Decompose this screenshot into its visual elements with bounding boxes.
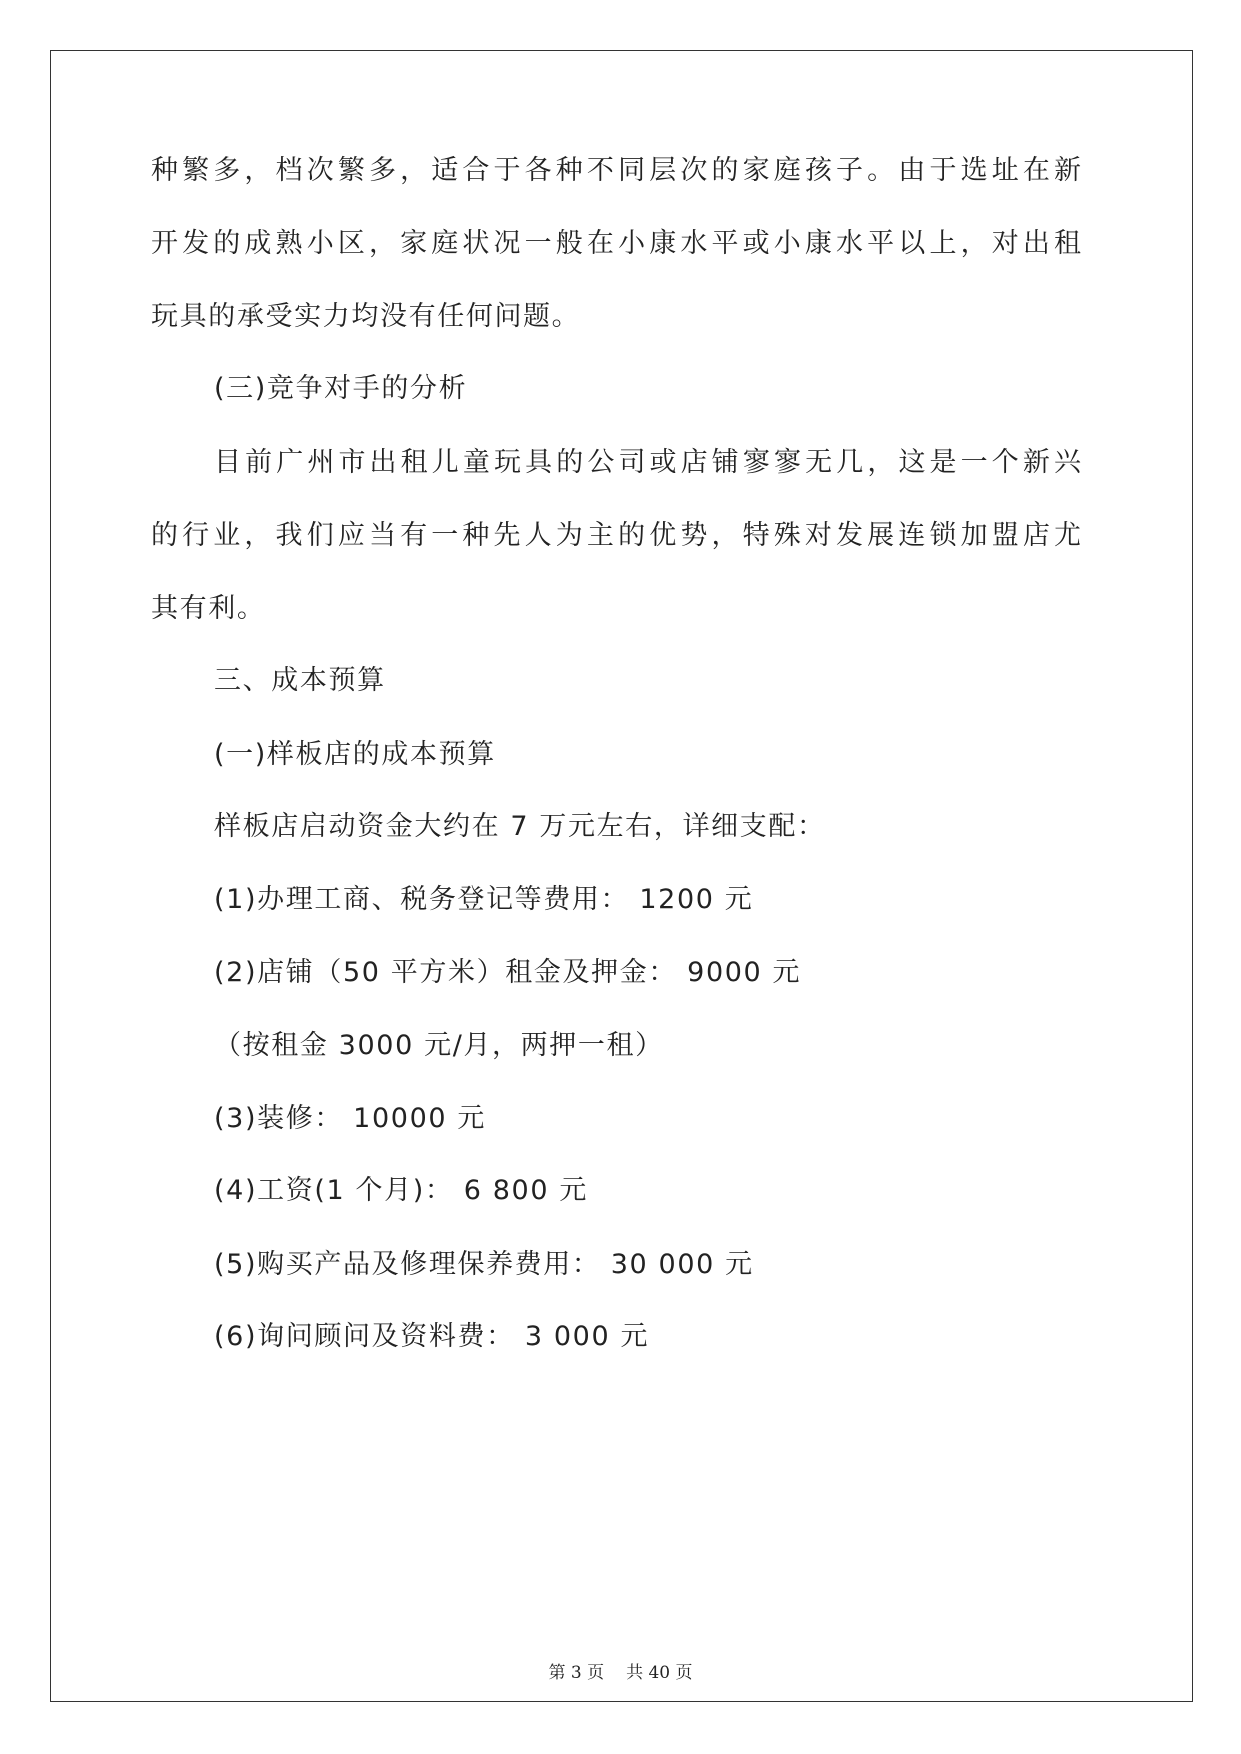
body-line-6: 的行业，我们应当有一种先人为主的优势，特殊对发展连锁加盟店尤 — [151, 520, 1081, 551]
body-line-3: 玩具的承受实力均没有任何问题。 — [151, 301, 581, 332]
cost-item-4: (4)工资(1 个月)： 6 800 元 — [214, 1175, 588, 1206]
section-heading-cost-budget: 三、成本预算 — [214, 665, 386, 696]
body-line-2: 开发的成熟小区，家庭状况一般在小康水平或小康水平以上，对出租 — [151, 228, 1081, 259]
body-line-5: 目前广州市出租儿童玩具的公司或店铺寥寥无几，这是一个新兴 — [214, 447, 1081, 478]
page-number-current: 第 3 页 — [548, 1663, 605, 1683]
page-number-total: 共 40 页 — [626, 1663, 693, 1683]
cost-item-3: (3)装修： 10000 元 — [214, 1103, 486, 1134]
subsection-heading-sample-store: (一)样板店的成本预算 — [214, 739, 496, 770]
cost-item-2-note: （按租金 3000 元/月，两押一租） — [214, 1030, 664, 1061]
cost-item-1: (1)办理工商、税务登记等费用： 1200 元 — [214, 884, 754, 915]
cost-item-2: (2)店铺（50 平方米）租金及押金： 9000 元 — [214, 957, 802, 988]
page-footer — [0, 1661, 1241, 1685]
body-line-7: 其有利。 — [151, 593, 266, 624]
cost-item-5: (5)购买产品及修理保养费用： 30 000 元 — [214, 1249, 754, 1280]
section-heading-competition: (三)竞争对手的分析 — [214, 373, 468, 404]
body-line-startup-capital: 样板店启动资金大约在 7 万元左右，详细支配： — [214, 811, 826, 842]
cost-item-6: (6)询问顾问及资料费： 3 000 元 — [214, 1321, 650, 1352]
body-line-1: 种繁多，档次繁多，适合于各种不同层次的家庭孩子。由于选址在新 — [151, 155, 1081, 186]
